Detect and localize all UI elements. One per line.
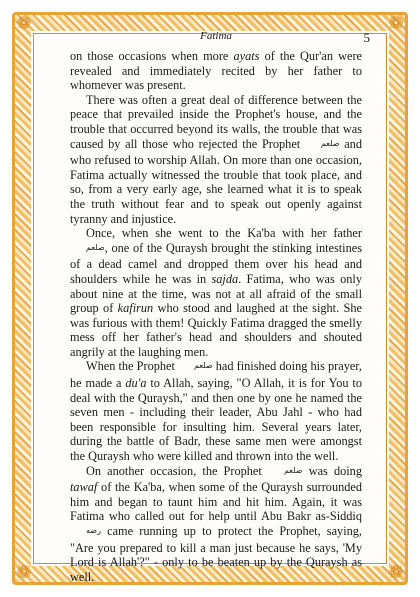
text-run: . Fatima, who was only about nine at the time, was not at all afraid of the small group of bbox=[70, 271, 362, 316]
text-run: When the Prophet bbox=[86, 359, 179, 374]
text-run: to Allah, saying, "O Allah, it is for You to deal with the Quraysh," and then one by one he named the seven men - including their leader, Abu Jahl - who had been responsible for insulting him. Several years later, during the battle of Badr, these same men were amongst the Quraysh who were killed and thrown into the well. bbox=[70, 376, 362, 464]
text-run: on those occasions when more bbox=[70, 49, 234, 63]
text-run: , one of the Quraysh brought the stinking intestines of a dead camel and dropped them over his head and shoulders while he was in bbox=[70, 240, 362, 286]
text-run: came running up to protect the Prophet, saying, "Are you prepared to kill a man just because he says, 'My Lord is Allah'?" - only to be beaten up by the Quraysh as well. bbox=[70, 524, 362, 584]
body-text bbox=[70, 49, 362, 584]
text-run: had finished doing his prayer, he made a bbox=[70, 359, 362, 391]
italic-term: kafirun bbox=[117, 301, 154, 316]
honorific-glyph: صلعم bbox=[320, 138, 340, 148]
italic-term: tawaf bbox=[70, 480, 98, 495]
corner-ornament-icon: ❁ bbox=[16, 562, 32, 583]
paragraph bbox=[70, 359, 362, 463]
paragraph bbox=[70, 93, 362, 226]
text-run: On another occasion, the Prophet bbox=[86, 463, 268, 478]
text-run: Once, when she went to the Ka'ba with her father bbox=[86, 226, 362, 241]
honorific-glyph: رضه bbox=[86, 526, 101, 535]
italic-term: sajda bbox=[211, 271, 239, 286]
corner-ornament-icon: ❁ bbox=[388, 562, 404, 583]
text-run: of the Qur'an were revealed and immediately recited by her father to whomever was present. bbox=[70, 49, 362, 93]
paragraph bbox=[70, 226, 362, 359]
honorific-glyph: صلعم bbox=[86, 242, 105, 252]
text-run: There was often a great deal of difference between the peace that prevailed inside the Prophet's house, and the trouble that occurred beyond its walls, the trouble that was caused by all those who rejected the Prophet bbox=[70, 92, 362, 151]
text-run: who stood and laughed at the sight. She was furious with them! Quickly Fatima dragged the smelly mess off her father's head and shoulders and shouted angrily at the laughing men. bbox=[70, 301, 362, 359]
running-head bbox=[70, 30, 370, 46]
text-run: of the Ka'ba, when some of the Quraysh surrounded him and began to taunt him and hit him. Again, it was Fatima who called out for help until Abu Bakr as-Siddiq bbox=[70, 480, 362, 524]
running-title: Fatima bbox=[200, 30, 232, 42]
italic-term: ayats bbox=[233, 49, 260, 63]
corner-ornament-icon: ❁ bbox=[16, 13, 32, 34]
honorific-glyph: صلعم bbox=[283, 465, 303, 475]
page-content bbox=[70, 30, 370, 584]
page-number: 5 bbox=[363, 30, 370, 45]
paragraph bbox=[70, 464, 362, 585]
italic-term: du'a bbox=[125, 376, 147, 391]
honorific-glyph: صلعم bbox=[194, 361, 213, 371]
text-run: and who refused to worship Allah. On more than one occasion, Fatima actually witnessed the trouble that took place, and so, from a very early age, she learned what it is to speak the truth without fear and to speak out openly against tyranny and injustice. bbox=[70, 136, 362, 226]
paragraph bbox=[70, 49, 362, 93]
text-run: was doing bbox=[302, 463, 362, 478]
corner-ornament-icon: ❁ bbox=[388, 13, 404, 34]
